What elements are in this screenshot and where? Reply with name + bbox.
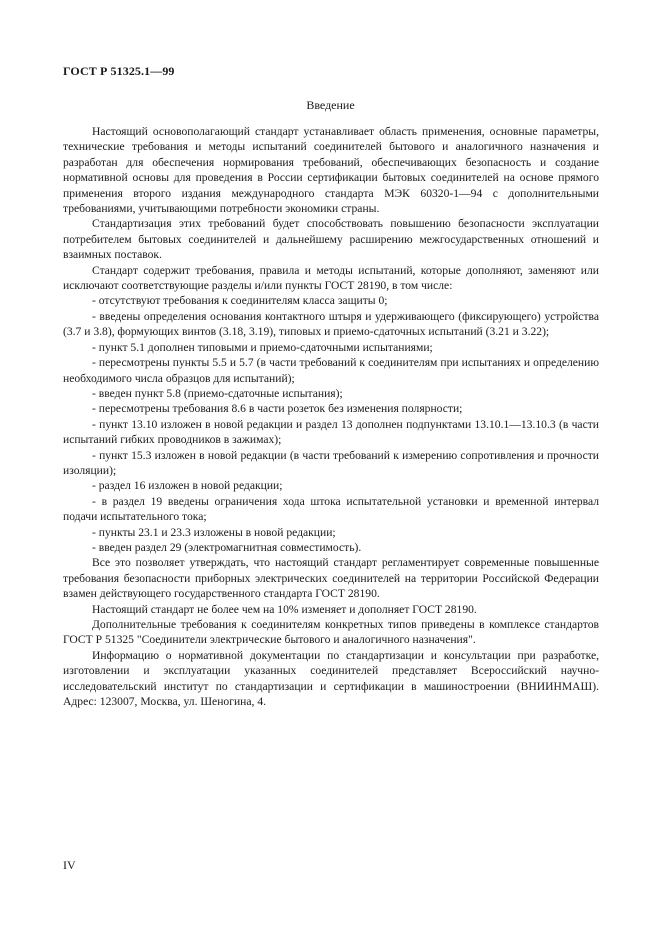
list-item-section-29: - введен раздел 29 (электромагнитная совместимость).: [92, 540, 362, 554]
list-item-clause-5-1: - пункт 5.1 дополнен типовыми и приемо-сдаточными испытаниями;: [92, 340, 433, 354]
page-number: IV: [63, 858, 76, 872]
list-item-clause-15-3: - пункт 15.3 изложен в новой редакции (в части требований к измерению сопротивления и прочности изоляции);: [63, 448, 599, 477]
document-code: ГОСТ Р 51325.1—99: [63, 64, 175, 78]
paragraph-contents: Стандарт содержит требования, правила и методы испытаний, которые дополняют, заменяют или исключают соответствующие разделы и/или пункты ГОСТ 28190, в том числе:: [63, 263, 599, 293]
paragraph-contact-info: Информацию о нормативной документации по стандартизации и консультации при разработке, изготовлении и эксплуатации указанных соединителей представляет Всероссийский научно-исследовательский институт по стандартизации и сертификации в машиностроении (ВНИИНМАШ). Адрес: 123007, Москва, ул. Шеногина, 4.: [63, 648, 599, 709]
list-item-clause-13-10: - пункт 13.10 изложен в новой редакции и раздел 13 дополнен подпунктами 13.10.1—13.10.3 (в части испытаний гибких проводников в зажимах);: [63, 417, 599, 447]
paragraph-change-extent: Настоящий стандарт не более чем на 10% изменяет и дополняет ГОСТ 28190.: [92, 602, 477, 616]
paragraph-conclusion: Все это позволяет утверждать, что настоящий стандарт регламентирует современные повышенные требования безопасности приборных электрических соединителей на территории Российской Федерации взамен действующего государственного стандарта ГОСТ 28190.: [63, 556, 599, 601]
list-item-definitions: - введены определения основания контактного штыря и удерживающего (фиксирующего) устройства (3.7 и 3.8), формующих винтов (3.18, 3.19), типовых и приемо-сдаточных испытаний (3.21 и 3.22);: [63, 309, 599, 339]
document-body: [63, 124, 599, 709]
list-item-protection-class: - отсутствуют требования к соединителям класса защиты 0;: [92, 294, 388, 308]
paragraph-standardization: Стандартизация этих требований будет способствовать повышению безопасности эксплуатации потребителем бытовых соединителей и дальнейшему расширению межгосударственных отношений и взаимных поставок.: [63, 217, 599, 262]
list-item-section-16: - раздел 16 изложен в новой редакции;: [92, 479, 283, 493]
section-title: Введение: [306, 98, 355, 112]
list-item-clauses-23: - пункты 23.1 и 23.3 изложены в новой редакции;: [92, 525, 336, 539]
list-item-clauses-5-5-5-7: - пересмотрены пункты 5.5 и 5.7 (в части требований к соединителям при испытаниях и определению необходимого числа образцов для испытаний);: [63, 356, 599, 385]
paragraph-additional-requirements: Дополнительные требования к соединителям конкретных типов приведены в комплексе стандартов ГОСТ Р 51325 "Соединители электрические бытового и аналогичного назначения".: [63, 618, 599, 647]
list-item-clause-8-6: - пересмотрены требования 8.6 в части розеток без изменения полярности;: [92, 402, 463, 416]
list-item-clause-5-8: - введен пункт 5.8 (приемо-сдаточные испытания);: [92, 386, 343, 400]
list-item-section-19: - в раздел 19 введены ограничения хода штока испытательной установки и временной интервал подачи испытательного тока;: [63, 494, 599, 524]
paragraph-scope: Настоящий основополагающий стандарт устанавливает область применения, основные параметры, технические требования и методы испытаний соединителей бытового и аналогичного назначения и разработан для обеспечения нормирования требований, обеспечивающих безопасность и создание нормативной основы для проведения в России сертификации бытовых соединителей на основе прямого применения второго издания международного стандарта МЭК 60320-1—94 с дополнительными требованиями, учитывающими потребности экономики страны.: [63, 125, 599, 216]
